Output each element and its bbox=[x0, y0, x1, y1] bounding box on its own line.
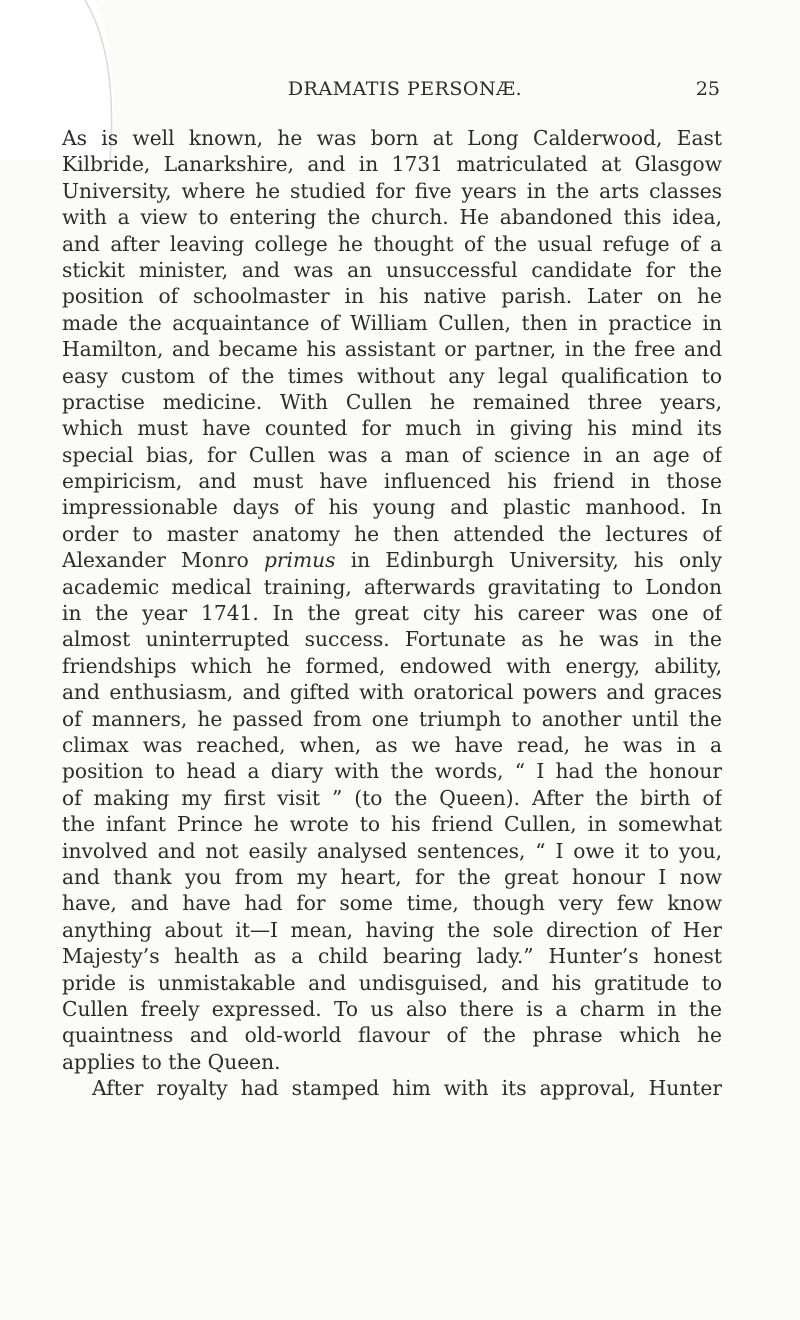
text-line: with a view to entering the church. He abandoned this idea, bbox=[62, 205, 722, 230]
text-line: special bias, for Cullen was a man of science in an age of bbox=[62, 442, 722, 467]
text-line: practise medicine. With Cullen he remained three years, bbox=[62, 389, 722, 414]
text-line: As is well known, he was born at Long Calderwood, East bbox=[62, 126, 722, 150]
text-line: the infant Prince he wrote to his friend Cullen, in somewhat bbox=[62, 812, 722, 837]
text-line: and thank you from my heart, for the great honour I now bbox=[62, 864, 722, 889]
text-line: position to head a diary with the words, “ I had the honour bbox=[62, 759, 722, 784]
text-line: pride is unmistakable and undisguised, and his gratitude to bbox=[62, 970, 722, 995]
text-line: Hamilton, and became his assistant or partner, in the free and bbox=[62, 337, 722, 362]
text-line: easy custom of the times without any legal qualification to bbox=[62, 363, 722, 388]
running-title: DRAMATIS PERSONÆ. bbox=[287, 78, 523, 100]
text-line: of manners, he passed from one triumph to another until the bbox=[62, 706, 722, 731]
running-head bbox=[90, 78, 720, 108]
text-line: position of schoolmaster in his native parish. Later on he bbox=[62, 284, 722, 309]
text-line: order to master anatomy he then attended the lectures of bbox=[62, 521, 722, 546]
text-line: Cullen freely expressed. To us also there is a charm in the bbox=[62, 996, 722, 1021]
text-line: and enthusiasm, and gifted with oratorical powers and graces bbox=[62, 680, 722, 705]
text-line bbox=[62, 547, 722, 573]
italic-term: primus bbox=[263, 548, 336, 573]
text-line: quaintness and old-world flavour of the phrase which he bbox=[62, 1023, 722, 1048]
text-segment: in Edinburgh University, his only bbox=[335, 548, 722, 573]
text-line: of making my first visit ” (to the Queen). After the birth of bbox=[62, 785, 722, 810]
text-line: Majesty’s health as a child bearing lady.” Hunter’s honest bbox=[62, 944, 722, 969]
text-line: friendships which he formed, endowed with energy, ability, bbox=[62, 653, 722, 678]
text-line: applies to the Queen. bbox=[62, 1049, 281, 1074]
text-line: impressionable days of his young and plastic manhood. In bbox=[62, 495, 722, 520]
text-line: anything about it—I mean, having the sole direction of Her bbox=[62, 917, 722, 942]
text-line: academic medical training, afterwards gravitating to London bbox=[62, 574, 722, 599]
text-line: made the acquaintance of William Cullen, then in practice in bbox=[62, 310, 722, 335]
text-segment: Alexander Monro bbox=[62, 548, 264, 573]
text-line: in the year 1741. In the great city his career was one of bbox=[62, 601, 722, 626]
text-line: which must have counted for much in giving his mind its bbox=[62, 416, 722, 441]
text-line: involved and not easily analysed sentences, “ I owe it to you, bbox=[62, 838, 722, 863]
text-line: climax was reached, when, as we have read, he was in a bbox=[62, 732, 722, 757]
text-line: Kilbride, Lanarkshire, and in 1731 matriculated at Glasgow bbox=[62, 152, 722, 177]
text-line: stickit minister, and was an unsuccessful candidate for the bbox=[62, 257, 722, 282]
text-line: empiricism, and must have influenced his friend in those bbox=[62, 469, 722, 494]
text-line: University, where he studied for five years in the arts classes bbox=[62, 178, 722, 203]
text-line: have, and have had for some time, though very few know bbox=[62, 891, 722, 916]
text-line: and after leaving college he thought of the usual refuge of a bbox=[62, 231, 722, 256]
page-number: 25 bbox=[695, 78, 720, 100]
text-line: almost uninterrupted success. Fortunate as he was in the bbox=[62, 627, 722, 652]
body-text bbox=[62, 125, 722, 1101]
text-line: After royalty had stamped him with its approval, Hunter bbox=[92, 1076, 722, 1101]
